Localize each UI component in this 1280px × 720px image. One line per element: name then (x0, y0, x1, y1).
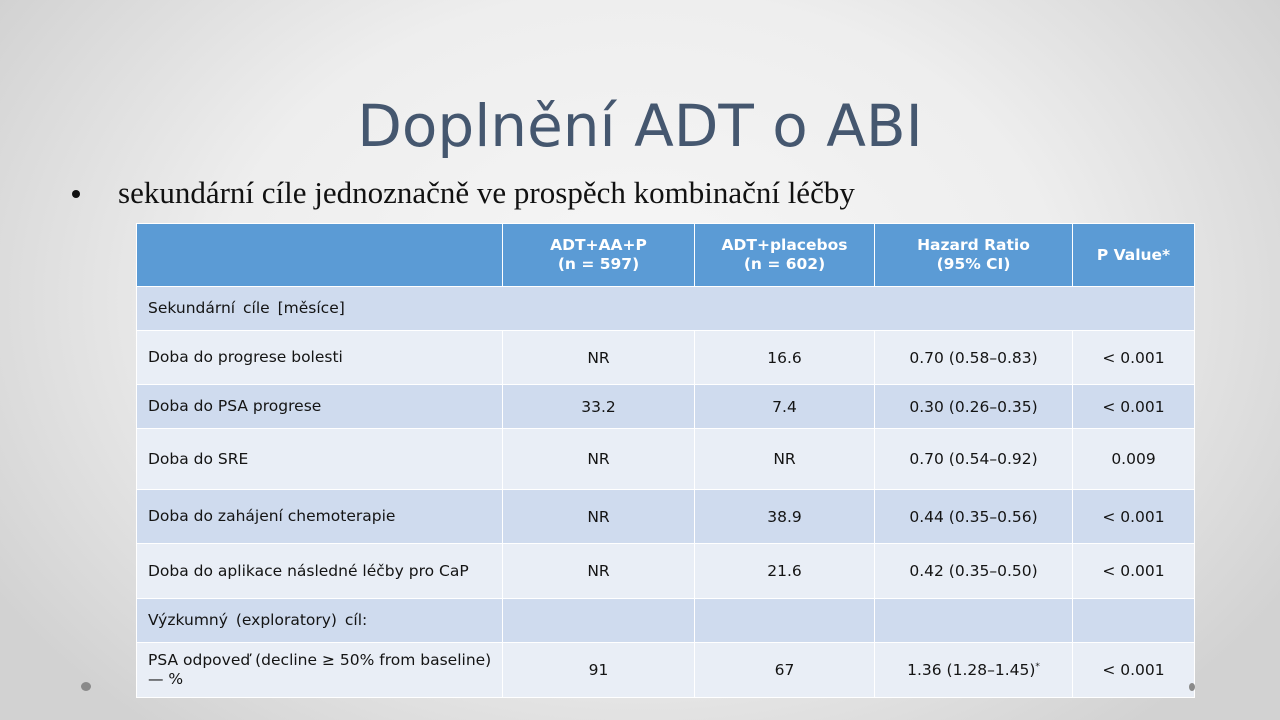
table-row (137, 643, 1195, 698)
table-row (137, 429, 1195, 490)
cell-p-value: < 0.001 (1073, 385, 1195, 429)
cell-adt-placebos: 38.9 (695, 490, 875, 544)
header-cell-adt-aa-p (503, 224, 695, 287)
results-table-container (136, 223, 1194, 698)
cell-p-value: 0.009 (1073, 429, 1195, 490)
cell-adt-aa-p: NR (503, 429, 695, 490)
table-row (137, 385, 1195, 429)
cell-adt-placebos: 7.4 (695, 385, 875, 429)
cell-empty (695, 599, 875, 643)
cell-hazard-ratio: 0.70 (0.54–0.92) (875, 429, 1073, 490)
row-label: Doba do progrese bolesti (137, 331, 503, 385)
cell-empty (503, 599, 695, 643)
cell-empty (875, 599, 1073, 643)
row-label: Doba do SRE (137, 429, 503, 490)
row-label: Doba do aplikace následné léčby pro CaP (137, 544, 503, 599)
cell-adt-aa-p: NR (503, 544, 695, 599)
header-hazard-ratio-text: Hazard Ratio (95% CI) (917, 236, 1030, 273)
cell-hazard-ratio: 0.42 (0.35–0.50) (875, 544, 1073, 599)
results-table (136, 223, 1195, 698)
table-row-section-exploratory (137, 599, 1195, 643)
row-label: Doba do zahájení chemoterapie (137, 490, 503, 544)
table-row-section-secondary (137, 287, 1195, 331)
row-label: PSA odpoveď (decline ≥ 50% from baseline) — % (137, 643, 503, 698)
header-p-value-text: P Value* (1096, 245, 1171, 264)
cell-adt-aa-p: NR (503, 331, 695, 385)
table-row (137, 331, 1195, 385)
cell-adt-placebos: 16.6 (695, 331, 875, 385)
header-adt-aa-p-line1: ADT+AA+P (n = 597) (550, 236, 647, 273)
bullet-dot-icon (72, 190, 80, 198)
cell-empty (1073, 599, 1195, 643)
table-row (137, 490, 1195, 544)
cell-adt-aa-p: 91 (503, 643, 695, 698)
cell-adt-placebos: 21.6 (695, 544, 875, 599)
header-cell-p-value (1073, 224, 1195, 287)
bullet-item (72, 170, 855, 216)
header-cell-adt-placebos (695, 224, 875, 287)
footnote-marker: * (1035, 662, 1040, 672)
slide-title: Doplnění ADT o ABI (357, 92, 923, 160)
cell-adt-placebos: 67 (695, 643, 875, 698)
header-cell-hazard-ratio (875, 224, 1073, 287)
cell-p-value: < 0.001 (1073, 490, 1195, 544)
row-label: Doba do PSA progrese (137, 385, 503, 429)
cell-adt-aa-p: 33.2 (503, 385, 695, 429)
hazard-ratio-value: 1.36 (1.28–1.45) (907, 661, 1036, 679)
table-row (137, 544, 1195, 599)
decorative-dot-icon (81, 682, 91, 691)
decorative-dot-icon (1189, 683, 1195, 691)
cell-p-value: < 0.001 (1073, 643, 1195, 698)
table-header-row (137, 224, 1195, 287)
header-cell-label (137, 224, 503, 287)
header-adt-placebos-text: ADT+placebos (n = 602) (721, 236, 848, 273)
section-label: Sekundární cíle [měsíce] (137, 287, 1195, 331)
cell-p-value: < 0.001 (1073, 544, 1195, 599)
bullet-text: sekundární cíle jednoznačně ve prospěch kombinační léčby (118, 175, 855, 210)
cell-p-value: < 0.001 (1073, 331, 1195, 385)
section-label: Výzkumný (exploratory) cíl: (137, 599, 503, 643)
cell-hazard-ratio: 0.44 (0.35–0.56) (875, 490, 1073, 544)
cell-adt-aa-p: NR (503, 490, 695, 544)
cell-hazard-ratio: 0.30 (0.26–0.35) (875, 385, 1073, 429)
cell-adt-placebos: NR (695, 429, 875, 490)
cell-hazard-ratio: 0.70 (0.58–0.83) (875, 331, 1073, 385)
cell-hazard-ratio (875, 643, 1073, 698)
